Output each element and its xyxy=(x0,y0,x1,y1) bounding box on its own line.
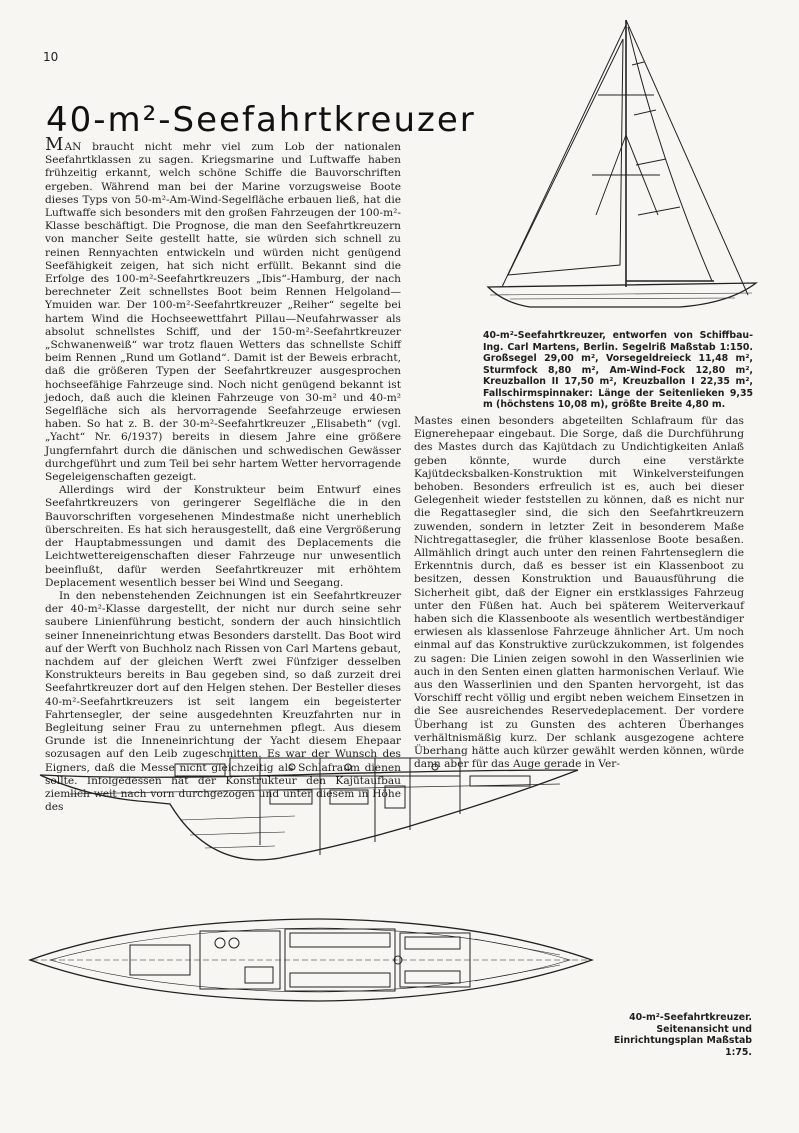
deck-plan-drawing xyxy=(20,905,600,1015)
caption-plans: 40-m²-Seefahrtkreuzer. Seitenansicht und Einrichtungsplan Maßstab 1:75. xyxy=(613,1012,752,1058)
paragraph-2: Allerdings wird der Konstrukteur beim Entwurf eines Seefahrtkreuzers von geringerer Segelfläche die in den Bauvorschriften vorgesehenen Mindestmaße nicht unerheblich überschreiten. Es hat sich herausgestellt, daß eine Vergrößerung der Hauptabmessungen und damit des Deplacements die Leichtwettereigenschaften dieser Fahrzeuge nur unwesentlich beeinflußt, dafür werden Seefahrtkreuzer mit erhöhtem Deplacement wesentlich besser bei Wind und Seegang. xyxy=(45,484,401,589)
page-number: 10 xyxy=(43,50,59,64)
article-column-left xyxy=(45,134,401,814)
paragraph-1 xyxy=(45,134,401,484)
side-view-drawing xyxy=(30,750,590,890)
article-title: 40-m²-Seefahrtkreuzer xyxy=(46,100,476,140)
dropcap: M xyxy=(45,134,65,155)
caption-sail-plan: 40-m²-Seefahrtkreuzer, entworfen von Schiffbau-Ing. Carl Martens, Berlin. Segelriß Maßstab 1:150. Großsegel 29,00 m², Vorsegeldreieck 11,48 m², Sturmfock 8,80 m², Am-Wind-Fock 12,80 m², Kreuzballon II 17,50 m², Kreuzballon I 22,35 m², Fallschirmspinnaker: Länge der Seitenlieken 9,35 m (höchstens 10,08 m), größte Breite 4,80 m. xyxy=(483,330,753,410)
paragraph-3: In den nebenstehenden Zeichnungen ist ein Seefahrtkreuzer der 40-m²-Klasse dargestellt, der nicht nur durch seine sehr saubere Linienführung besticht, sondern der auch hinsichtlich seiner Inneneinrichtung etwas Besonders darstellt. Das Boot wird auf der Werft von Buchholz nach Rissen von Carl Martens gebaut, nachdem auf der gleichen Werft zwei Fünfziger desselben Konstrukteurs bereits in Bau gegeben sind, so daß zurzeit drei Seefahrtkreuzer dort auf den Helgen stehen. Der Besteller dieses 40-m²-Seefahrtkreuzers ist seit langem ein begeisterter Fahrtensegler, der seine ausgedehnten Kreuzfahrten nur in Begleitung seiner Frau zu unternehmen pflegt. Aus diesem Grunde ist die Inneneinrichtung der Yacht diesem Ehepaar sozusagen auf den Leib zugeschnitten. Es war der Wunsch des Eigners, daß die Messe nicht gleichzeitig als Schlafraum dienen sollte. Infolgedessen hat der Konstrukteur den Kajütaufbau ziemlich weit nach vorn durchgezogen und unter diesem in Höhe des xyxy=(45,589,401,814)
sail-plan-drawing xyxy=(480,15,760,325)
paragraph-4: Mastes einen besonders abgeteilten Schlafraum für das Eignerehepaar eingebaut. Die Sorge, daß die Durchführung des Mastes durch das Kajütdach zu Undichtigkeiten Anlaß geben könnte, wurde durch eine verstärkte Kajütdecksbalken-Konstruktion mit Winkelversteifungen behoben. Besonders erfreulich ist es, auch bei dieser Gelegenheit wieder feststellen zu können, daß es nicht nur die Regattasegler sind, die sich den Seefahrtkreuzern zuwenden, sondern in letzter Zeit in besonderem Maße Nichtregattasegler, die früher klassenlose Boote besaßen. Allmählich dringt auch unter den reinen Fahrtenseglern die Erkenntnis durch, daß es besser ist ein Klassenboot zu besitzen, dessen Konstruktion und Bauausführung die Sicherheit gibt, daß der Eigner ein erstklassiges Fahrzeug unter den Füßen hat. Auch bei späterem Weiterverkauf haben sich die Klassenboote als wesentlich wertbeständiger erwiesen als klassenlose Fahrzeuge ähnlicher Art. Um noch einmal auf das Konstruktive zurückzukommen, ist folgendes zu sagen: Die Linien zeigen sowohl in den Wasserlinien wie auch in den Senten einen glatten harmonischen Verlauf. Wie aus den Wasserlinien und den Spanten hervorgeht, ist das Vorschiff recht völlig und ergibt neben weichem Einsetzen in die See ausreichendes Reservedeplacement. Der vordere Überhang ist zu Gunsten des achteren Überhanges verhältnismäßig kurz. Der schlank ausgezogene achtere Überhang hätte auch kürzer gewählt werden können, würde dann aber für das Auge gerade in Ver- xyxy=(414,415,744,771)
article-column-right xyxy=(414,415,744,771)
paragraph-1-text: AN braucht nicht mehr viel zum Lob der nationalen Seefahrtklassen zu sagen. Kriegsmarine und Luftwaffe haben frühzeitig erkannt, welch schöne Schiffe die Bauvorschriften ergeben. Während man bei der Marine vorzugsweise Boote dieses Typs von 50-m²-Am-Wind-Segelfläche erbauen ließ, hat die Luftwaffe sich besonders mit den großen Fahrzeugen der 100-m²-Klasse beschäftigt. Die Prognose, die man den Seefahrtkreuzern von mancher Seite gestellt hatte, sie würden sich schnell zu reinen Rennyachten entwickeln und würden nicht genügend Seefähigkeit zeigen, hat sich nicht erfüllt. Bekannt sind die Erfolge des 100-m²-Seefahrtkreuzers „Ibis“-Hamburg, der nach berechneter Zeit schnellstes Boot beim Rennen Helgoland—Ymuiden war. Der 100-m²-Seefahrtkreuzer „Reiher“ segelte bei hartem Wind die Hochseewettfahrt Pillau—Neufahrwasser als absolut schnellstes Schiff, und der 150-m²-Seefahrtkreuzer „Schwanenweiß“ war trotz flauen Wetters das schnellste Schiff beim Rennen „Rund um Gotland“. Damit ist der Beweis erbracht, daß die größeren Typen der Seefahrtkreuzer ausgesprochen hochseefähige Fahrzeuge sind. Noch nicht genügend bekannt ist jedoch, daß auch die kleinen Fahrzeuge von 30-m² und 40-m² Segelfläche sich als hervorragende Seefahrzeuge erwiesen haben. So hat z. B. der 30-m²-Seefahrtkreuzer „Elisabeth“ (vgl. „Yacht“ Nr. 6/1937) bereits in diesem Jahre eine größere Jungfernfahrt durch die dänischen und schwedischen Gewässer durchgeführt und zum Teil bei sehr hartem Wetter hervorragende Segeleigenschaften gezeigt. xyxy=(45,141,401,484)
